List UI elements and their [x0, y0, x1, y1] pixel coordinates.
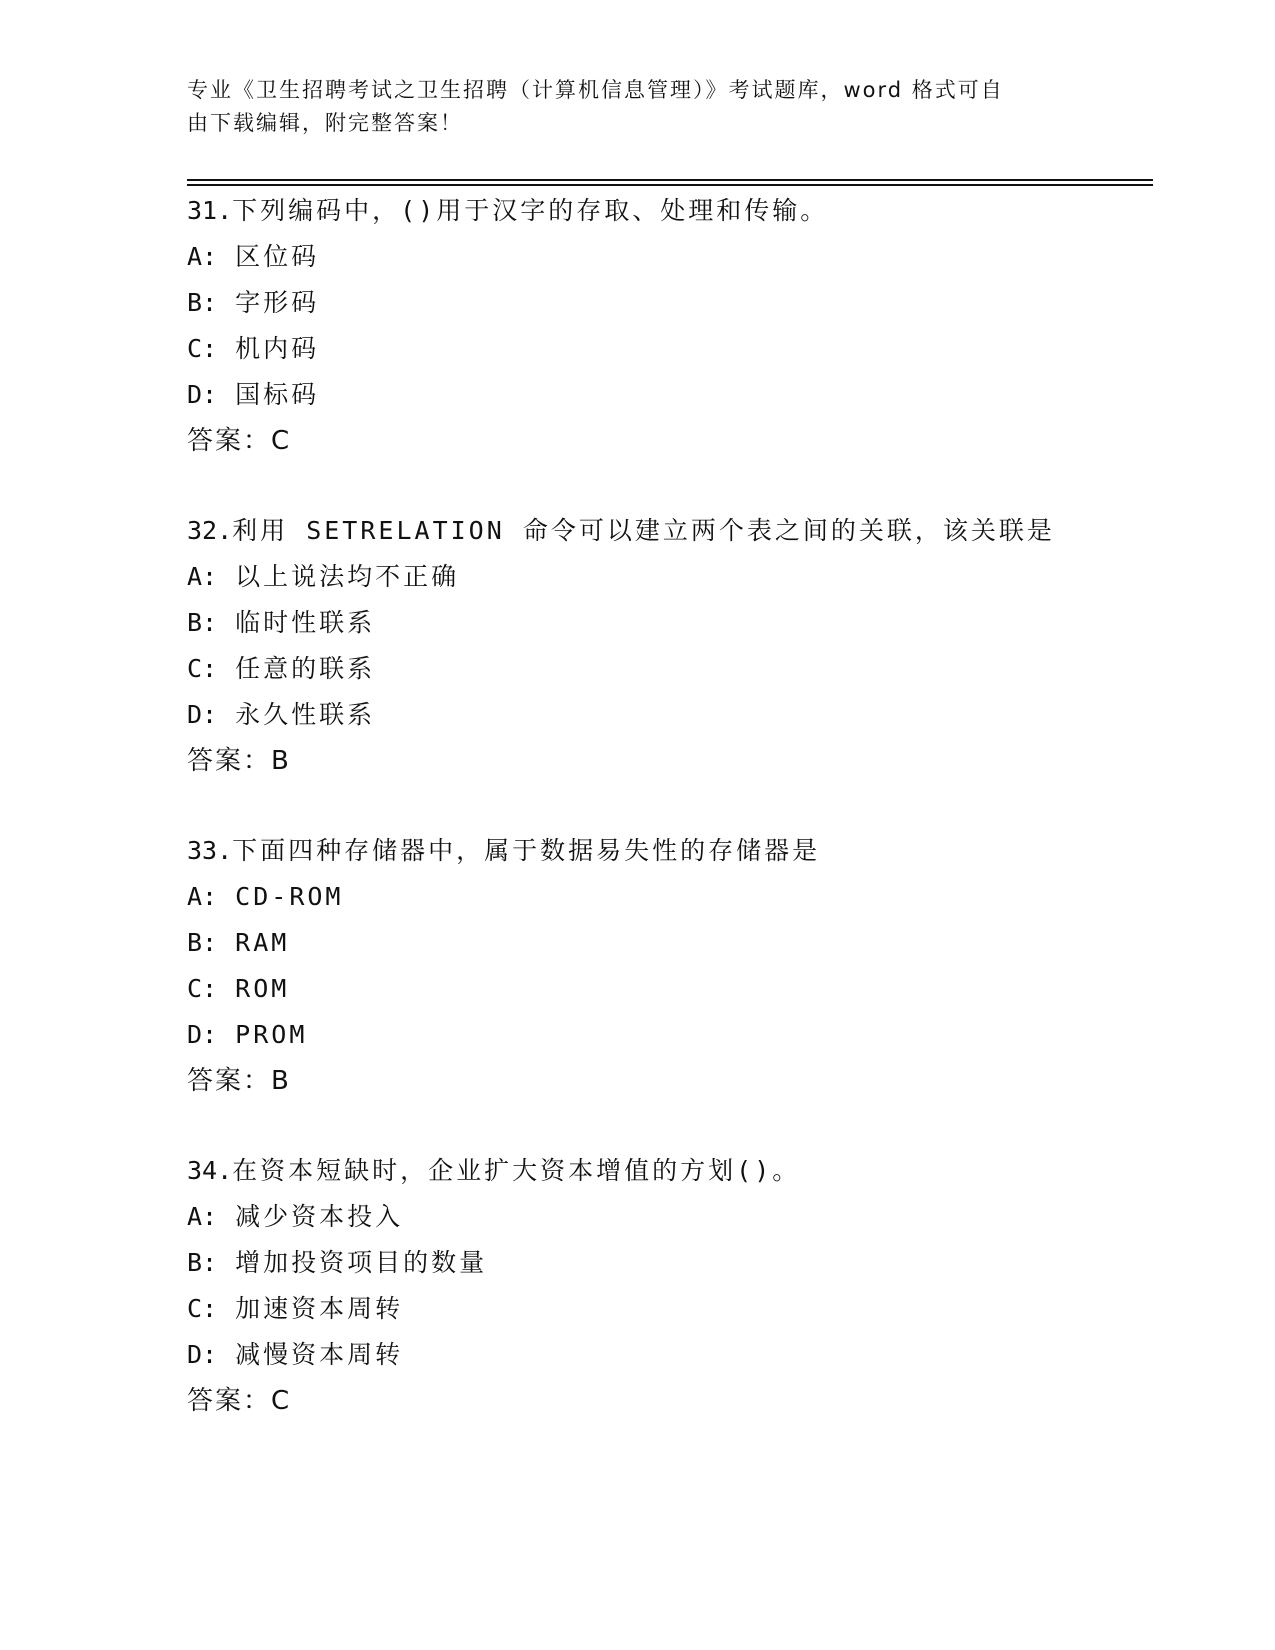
question-text: 利用 SETRELATION 命令可以建立两个表之间的关联，该关联是: [232, 516, 1055, 545]
option-letter: B:: [187, 928, 218, 957]
option-d: [187, 1012, 1153, 1058]
header-divider-bottom: [187, 184, 1153, 186]
option-text: 区位码: [235, 242, 320, 271]
option-letter: C:: [187, 1294, 218, 1323]
option-letter: A:: [187, 562, 218, 591]
question-stem: [187, 1148, 1153, 1194]
option-text: ROM: [235, 974, 290, 1003]
option-b: [187, 920, 1153, 966]
option-text: 增加投资项目的数量: [235, 1248, 488, 1277]
option-text: PROM: [235, 1020, 308, 1049]
option-a: [187, 554, 1153, 600]
option-letter: D:: [187, 380, 218, 409]
answer-line: 答案：B: [187, 746, 291, 776]
option-text: 加速资本周转: [235, 1294, 404, 1323]
option-letter: C:: [187, 974, 218, 1003]
question-number: 33.: [187, 836, 233, 865]
option-text: 减慢资本周转: [235, 1340, 404, 1369]
question-number: 34.: [187, 1156, 233, 1185]
option-a: [187, 234, 1153, 280]
option-text: 减少资本投入: [235, 1202, 404, 1231]
header-line-2: 由下载编辑，附完整答案！: [187, 111, 463, 135]
question-stem: [187, 508, 1153, 554]
option-c: [187, 646, 1153, 692]
option-text: 字形码: [235, 288, 320, 317]
option-letter: C:: [187, 654, 218, 683]
option-text: RAM: [235, 928, 290, 957]
option-letter: A:: [187, 1202, 218, 1231]
option-b: [187, 1240, 1153, 1286]
option-letter: D:: [187, 1340, 218, 1369]
question-text: 在资本短缺时，企业扩大资本增值的方划()。: [232, 1156, 801, 1185]
option-text: 永久性联系: [235, 700, 376, 729]
answer-line: 答案：C: [187, 1386, 292, 1416]
option-text: 以上说法均不正确: [235, 562, 460, 591]
option-letter: C:: [187, 334, 218, 363]
question-32: [187, 508, 1153, 784]
option-b: [187, 280, 1153, 326]
option-letter: A:: [187, 242, 218, 271]
question-31: [187, 188, 1153, 464]
option-b: [187, 600, 1153, 646]
question-stem: [187, 188, 1153, 234]
option-letter: D:: [187, 1020, 218, 1049]
question-34: [187, 1148, 1153, 1424]
option-a: [187, 1194, 1153, 1240]
option-d: [187, 372, 1153, 418]
option-letter: D:: [187, 700, 218, 729]
option-text: 任意的联系: [235, 654, 376, 683]
option-letter: B:: [187, 288, 218, 317]
question-text: 下列编码中，()用于汉字的存取、处理和传输。: [232, 196, 829, 225]
option-text: CD-ROM: [235, 882, 344, 911]
answer-line: 答案：C: [187, 426, 292, 456]
question-number: 31.: [187, 196, 233, 225]
option-d: [187, 1332, 1153, 1378]
header-divider-top: [187, 179, 1153, 181]
question-text: 下面四种存储器中，属于数据易失性的存储器是: [232, 836, 821, 865]
option-c: [187, 326, 1153, 372]
option-d: [187, 692, 1153, 738]
option-a: [187, 874, 1153, 920]
document-header: [187, 74, 1067, 140]
option-c: [187, 1286, 1153, 1332]
option-text: 机内码: [235, 334, 320, 363]
header-line-1: 专业《卫生招聘考试之卫生招聘（计算机信息管理）》考试题库，word 格式可自: [187, 78, 1004, 102]
option-c: [187, 966, 1153, 1012]
question-33: [187, 828, 1153, 1104]
option-letter: A:: [187, 882, 218, 911]
question-stem: [187, 828, 1153, 874]
option-letter: B:: [187, 608, 218, 637]
question-number: 32.: [187, 516, 233, 545]
option-text: 国标码: [235, 380, 320, 409]
answer-line: 答案：B: [187, 1066, 291, 1096]
option-letter: B:: [187, 1248, 218, 1277]
option-text: 临时性联系: [235, 608, 376, 637]
